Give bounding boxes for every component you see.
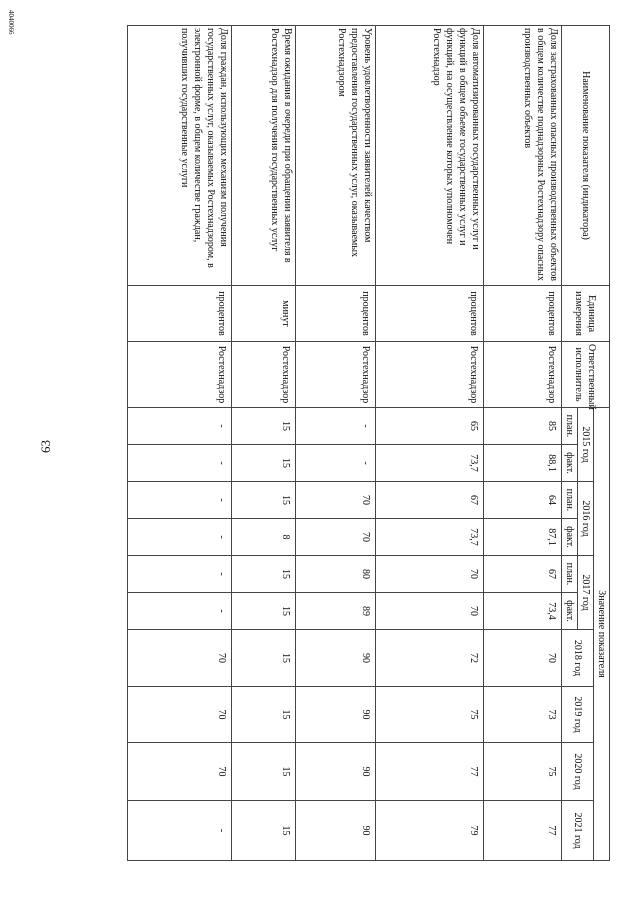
header-2017-fact: факт. <box>562 593 578 630</box>
row-2020: 75 <box>484 743 562 801</box>
row-2016-fact: 70 <box>296 519 376 556</box>
row-indicator-name: Время ожидания в очереди при обращении заявителя в Ростехнадзор для получения государственных услуг <box>232 26 296 286</box>
row-2015-plan: - <box>128 408 232 445</box>
row-2017-plan: 80 <box>296 556 376 593</box>
header-indicator-value: Значение показателя <box>594 408 610 861</box>
header-year-2019: 2019 год <box>562 687 594 743</box>
header-2015-plan: план. <box>562 408 578 445</box>
row-2019: 90 <box>296 687 376 743</box>
row-2017-plan: 67 <box>484 556 562 593</box>
row-2021: 77 <box>484 801 562 861</box>
indicator-table <box>127 25 610 861</box>
row-unit: процентов <box>128 286 232 342</box>
row-2017-fact: - <box>128 593 232 630</box>
row-2015-plan: 85 <box>484 408 562 445</box>
row-executor: Ростехнадзор <box>296 342 376 408</box>
row-2017-plan: - <box>128 556 232 593</box>
header-2016-plan: план. <box>562 482 578 519</box>
row-2020: 90 <box>296 743 376 801</box>
row-unit: минут <box>232 286 296 342</box>
table-row <box>128 26 232 861</box>
row-2017-fact: 73,4 <box>484 593 562 630</box>
header-year-2018: 2018 год <box>562 630 594 687</box>
row-2019: 70 <box>128 687 232 743</box>
row-2018: 70 <box>484 630 562 687</box>
row-2015-fact: - <box>296 445 376 482</box>
header-2017-plan: план. <box>562 556 578 593</box>
row-2020: 70 <box>128 743 232 801</box>
header-2016-fact: факт. <box>562 519 578 556</box>
row-2017-fact: 70 <box>376 593 484 630</box>
row-indicator-name: Доля граждан, использующих механизм получения государственных услуг, оказываемых Ростехнадзором, в электронной форме, в общем количестве граждан, получивших государственные услуги <box>128 26 232 286</box>
row-2017-fact: 15 <box>232 593 296 630</box>
row-executor: Ростехнадзор <box>376 342 484 408</box>
document-id: 4040066 <box>7 10 15 35</box>
row-2017-fact: 89 <box>296 593 376 630</box>
row-unit: процентов <box>484 286 562 342</box>
header-unit: Единица измерения <box>562 286 610 342</box>
row-2015-plan: 65 <box>376 408 484 445</box>
row-2018: 72 <box>376 630 484 687</box>
row-2015-fact: 15 <box>232 445 296 482</box>
page-number: 63 <box>38 440 53 453</box>
row-2015-fact: 73,7 <box>376 445 484 482</box>
header-year-2016: 2016 год <box>578 482 594 556</box>
row-2016-plan: - <box>128 482 232 519</box>
row-2016-fact: 73,7 <box>376 519 484 556</box>
table-row <box>376 26 484 861</box>
row-2016-plan: 15 <box>232 482 296 519</box>
row-indicator-name: Доля застрахованных опасных производственных объектов в общем количестве поднадзорных Ростехнадзору опасных производственных объектов <box>484 26 562 286</box>
row-2017-plan: 70 <box>376 556 484 593</box>
table-row <box>232 26 296 861</box>
row-2021: 90 <box>296 801 376 861</box>
row-2017-plan: 15 <box>232 556 296 593</box>
row-2016-fact: 8 <box>232 519 296 556</box>
row-executor: Ростехнадзор <box>128 342 232 408</box>
header-indicator-name: Наименование показателя (индикатора) <box>562 26 610 286</box>
row-indicator-name: Уровень удовлетворенности заявителей качеством предоставления государственных услуг, оказываемых Ростехнадзором <box>296 26 376 286</box>
row-2020: 15 <box>232 743 296 801</box>
row-2016-fact: 87,1 <box>484 519 562 556</box>
row-2015-fact: 88,1 <box>484 445 562 482</box>
header-year-2017: 2017 год <box>578 556 594 630</box>
header-year-2020: 2020 год <box>562 743 594 801</box>
header-year-2021: 2021 год <box>562 801 594 861</box>
row-2016-plan: 70 <box>296 482 376 519</box>
header-2015-fact: факт. <box>562 445 578 482</box>
row-2020: 77 <box>376 743 484 801</box>
row-2015-plan: - <box>296 408 376 445</box>
row-2018: 90 <box>296 630 376 687</box>
header-year-2015: 2015 год <box>578 408 594 482</box>
row-2015-plan: 15 <box>232 408 296 445</box>
row-2019: 15 <box>232 687 296 743</box>
table-row <box>296 26 376 861</box>
row-2015-fact: - <box>128 445 232 482</box>
row-executor: Ростехнадзор <box>232 342 296 408</box>
row-2018: 70 <box>128 630 232 687</box>
row-2019: 73 <box>484 687 562 743</box>
row-2016-plan: 67 <box>376 482 484 519</box>
row-2018: 15 <box>232 630 296 687</box>
header-executor: Ответственный исполнитель <box>562 342 610 408</box>
row-unit: процентов <box>376 286 484 342</box>
row-2021: 79 <box>376 801 484 861</box>
row-2021: 15 <box>232 801 296 861</box>
row-indicator-name: Доля автоматизированных государственных услуг и функций в общем объеме государственных услуг и функций, на осуществление которых уполномочен Ростехнадзор <box>376 26 484 286</box>
row-executor: Ростехнадзор <box>484 342 562 408</box>
row-2021: - <box>128 801 232 861</box>
row-2016-fact: - <box>128 519 232 556</box>
row-2016-plan: 64 <box>484 482 562 519</box>
row-2019: 75 <box>376 687 484 743</box>
row-unit: процентов <box>296 286 376 342</box>
table-row <box>484 26 562 861</box>
table-body <box>128 26 562 861</box>
